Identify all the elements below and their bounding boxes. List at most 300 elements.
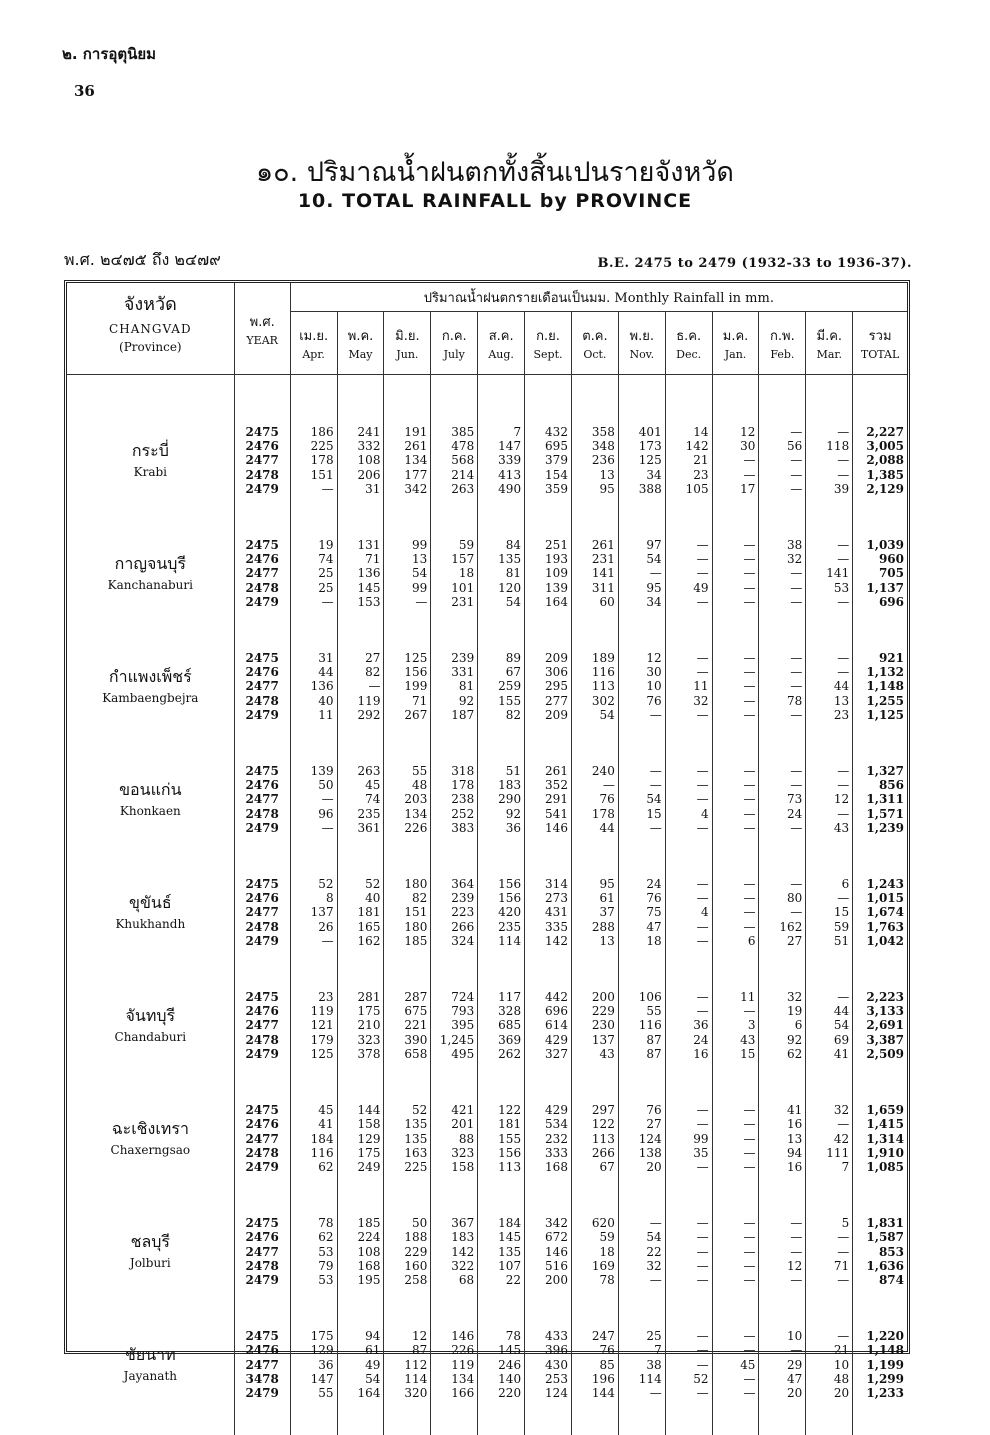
spacer-cell: [759, 1400, 806, 1435]
spacer-cell: [384, 496, 431, 538]
rainfall-cell: 235: [337, 807, 384, 821]
year-cell: 2477: [234, 1132, 290, 1146]
rainfall-cell: 96: [290, 807, 337, 821]
rainfall-cell: 5: [806, 1216, 853, 1230]
rainfall-cell: 92: [759, 1033, 806, 1047]
month-header-english: May: [338, 348, 384, 361]
rainfall-cell: 258: [384, 1273, 431, 1287]
rainfall-cell: 71: [806, 1259, 853, 1273]
table-header: [67, 283, 907, 375]
spacer-cell: [665, 722, 712, 764]
spacer-cell: [431, 1061, 478, 1103]
rainfall-cell: 50: [384, 1216, 431, 1230]
rainfall-cell: 134: [431, 1372, 478, 1386]
rainfall-cell: —: [712, 1386, 759, 1400]
rainfall-cell: 54: [571, 708, 618, 722]
rainfall-cell: 54: [618, 792, 665, 806]
rainfall-cell: —: [665, 552, 712, 566]
rainfall-cell: 431: [525, 905, 572, 919]
rainfall-cell: —: [712, 665, 759, 679]
spacer-cell: [234, 835, 290, 877]
rainfall-cell: 76: [618, 694, 665, 708]
rainfall-cell: 41: [806, 1047, 853, 1061]
rainfall-cell: 101: [431, 581, 478, 595]
rainfall-cell: —: [712, 920, 759, 934]
rainfall-cell: 13: [759, 1132, 806, 1146]
province-name-english: Krabi: [67, 462, 234, 482]
month-header-thai: ก.ย.: [525, 325, 571, 346]
rainfall-cell: 322: [431, 1259, 478, 1273]
spacer-cell: [234, 1174, 290, 1216]
rainfall-cell: 135: [384, 1132, 431, 1146]
rainfall-cell: 146: [525, 1245, 572, 1259]
spacer-cell: [759, 722, 806, 764]
spacer-cell: [806, 1400, 853, 1435]
rainfall-cell: 53: [290, 1245, 337, 1259]
rainfall-cell: 180: [384, 877, 431, 891]
month-header-thai: ก.ค.: [431, 325, 477, 346]
rainfall-cell: —: [806, 1273, 853, 1287]
rainfall-cell: 147: [290, 1372, 337, 1386]
year-cell: 2476: [234, 1117, 290, 1131]
province-name-thai: ชัยนาท: [67, 1344, 234, 1366]
rainfall-cell: —: [665, 821, 712, 835]
rainfall-cell: 82: [384, 891, 431, 905]
table-row: [67, 764, 907, 778]
rainfall-cell: 323: [431, 1146, 478, 1160]
rainfall-cell: 433: [525, 1329, 572, 1343]
rainfall-cell: —: [665, 1386, 712, 1400]
rainfall-cell: —: [806, 1329, 853, 1343]
rainfall-cell: 297: [571, 1103, 618, 1117]
rainfall-table: [67, 283, 907, 1435]
rainfall-cell: 209: [525, 708, 572, 722]
rainfall-cell: 19: [290, 538, 337, 552]
province-cell: [67, 1329, 234, 1400]
year-cell: 2479: [234, 1273, 290, 1287]
rainfall-cell: —: [759, 595, 806, 609]
rainfall-cell: 20: [759, 1386, 806, 1400]
rainfall-cell: —: [759, 665, 806, 679]
rainfall-cell: 199: [384, 679, 431, 693]
spacer-cell: [384, 375, 431, 426]
spacer-cell: [759, 1174, 806, 1216]
year-cell: 2475: [234, 877, 290, 891]
month-header-english: Jun.: [384, 348, 430, 361]
rainfall-cell: —: [665, 1245, 712, 1259]
rainfall-cell: 125: [384, 651, 431, 665]
rainfall-cell: 396: [525, 1343, 572, 1357]
rainfall-cell: 23: [806, 708, 853, 722]
rainfall-cell: 184: [478, 1216, 525, 1230]
spacer-cell: [525, 1287, 572, 1329]
rainfall-cell: —: [759, 482, 806, 496]
year-cell: 2479: [234, 1160, 290, 1174]
rainfall-cell: 235: [478, 920, 525, 934]
rainfall-cell: —: [712, 453, 759, 467]
rainfall-cell: 327: [525, 1047, 572, 1061]
rainfall-cell: 335: [525, 920, 572, 934]
year-cell: 2475: [234, 651, 290, 665]
rainfall-cell: 79: [290, 1259, 337, 1273]
year-cell: 2477: [234, 566, 290, 580]
rainfall-cell: 793: [431, 1004, 478, 1018]
rainfall-cell: 413: [478, 468, 525, 482]
year-cell: 2479: [234, 1047, 290, 1061]
total-cell: 1,299: [853, 1372, 907, 1386]
rainfall-cell: 12: [712, 425, 759, 439]
rainfall-cell: —: [665, 1004, 712, 1018]
rainfall-cell: 10: [806, 1358, 853, 1372]
rainfall-cell: 18: [618, 934, 665, 948]
rainfall-cell: 76: [618, 891, 665, 905]
spacer-cell: [618, 375, 665, 426]
spacer-cell: [337, 835, 384, 877]
rainfall-cell: 151: [384, 905, 431, 919]
rainfall-cell: 129: [290, 1343, 337, 1357]
rainfall-cell: —: [712, 708, 759, 722]
rainfall-cell: —: [571, 778, 618, 792]
rainfall-cell: —: [759, 1245, 806, 1259]
table-row: [67, 1329, 907, 1343]
spacer-cell: [525, 1061, 572, 1103]
rainfall-cell: 6: [806, 877, 853, 891]
rainfall-cell: 113: [571, 1132, 618, 1146]
rainfall-cell: 252: [431, 807, 478, 821]
rainfall-cell: 82: [478, 708, 525, 722]
spacer-cell: [525, 1400, 572, 1435]
province-name-thai: ชลบุรี: [67, 1231, 234, 1253]
rainfall-cell: 75: [618, 905, 665, 919]
rainfall-cell: —: [806, 807, 853, 821]
rainfall-cell: —: [618, 708, 665, 722]
rainfall-cell: 164: [337, 1386, 384, 1400]
rainfall-cell: 17: [712, 482, 759, 496]
spacer-cell: [384, 835, 431, 877]
month-header-english: Feb.: [759, 348, 805, 361]
month-header-thai: มิ.ย.: [384, 325, 430, 346]
rainfall-cell: —: [759, 1230, 806, 1244]
rainfall-cell: —: [665, 891, 712, 905]
rainfall-cell: 11: [712, 990, 759, 1004]
rainfall-cell: 118: [806, 439, 853, 453]
rainfall-cell: 261: [384, 439, 431, 453]
rainfall-cell: 224: [337, 1230, 384, 1244]
spacer-cell: [290, 496, 337, 538]
year-cell: 2478: [234, 694, 290, 708]
month-column-header: [571, 312, 618, 375]
province-name-thai: ขอนแก่น: [67, 779, 234, 801]
province-name-english: Khonkaen: [67, 801, 234, 821]
rainfall-cell: 695: [525, 439, 572, 453]
rainfall-cell: —: [712, 1146, 759, 1160]
rainfall-cell: 516: [525, 1259, 572, 1273]
rainfall-cell: —: [712, 468, 759, 482]
rainfall-cell: 658: [384, 1047, 431, 1061]
rainfall-cell: 685: [478, 1018, 525, 1032]
year-cell: 2475: [234, 425, 290, 439]
spacer-cell: [712, 722, 759, 764]
rainfall-cell: —: [806, 552, 853, 566]
rainfall-cell: 147: [478, 439, 525, 453]
spacer-cell: [525, 722, 572, 764]
rainfall-cell: 31: [290, 651, 337, 665]
spacer-cell: [618, 948, 665, 990]
page-number: 36: [74, 82, 95, 100]
rainfall-cell: —: [712, 1273, 759, 1287]
rainfall-cell: 139: [290, 764, 337, 778]
rainfall-cell: 59: [806, 920, 853, 934]
month-header-thai: เม.ย.: [291, 325, 337, 346]
rainfall-cell: 12: [618, 651, 665, 665]
rainfall-cell: —: [618, 1273, 665, 1287]
spacer-cell: [67, 1061, 234, 1103]
table-row: [67, 1216, 907, 1230]
rainfall-cell: 76: [618, 1103, 665, 1117]
rainfall-cell: 52: [290, 877, 337, 891]
month-header-thai: รวม: [853, 325, 907, 346]
rainfall-cell: 236: [571, 453, 618, 467]
rainfall-cell: 120: [478, 581, 525, 595]
rainfall-cell: 48: [384, 778, 431, 792]
spacer-cell: [618, 609, 665, 651]
rainfall-cell: 166: [431, 1386, 478, 1400]
rainfall-cell: —: [712, 807, 759, 821]
month-header-english: July: [431, 348, 477, 361]
province-name-thai: กระบี่: [67, 440, 234, 462]
rainfall-cell: 40: [337, 891, 384, 905]
spacer-cell: [853, 1400, 907, 1435]
spacer-cell: [478, 722, 525, 764]
spacer-cell: [618, 496, 665, 538]
rainfall-cell: 332: [337, 439, 384, 453]
rainfall-cell: 78: [290, 1216, 337, 1230]
rainfall-cell: —: [712, 905, 759, 919]
rainfall-cell: 20: [806, 1386, 853, 1400]
rainfall-cell: —: [712, 1372, 759, 1386]
rainfall-cell: 281: [337, 990, 384, 1004]
rainfall-cell: 220: [478, 1386, 525, 1400]
rainfall-cell: 25: [618, 1329, 665, 1343]
rainfall-cell: 251: [525, 538, 572, 552]
rainfall-cell: 54: [478, 595, 525, 609]
rainfall-cell: 92: [478, 807, 525, 821]
rainfall-cell: 175: [337, 1146, 384, 1160]
rainfall-cell: —: [712, 566, 759, 580]
table-body: [67, 375, 907, 1435]
rainfall-cell: —: [712, 1132, 759, 1146]
rainfall-cell: 38: [759, 538, 806, 552]
rainfall-cell: 10: [618, 679, 665, 693]
rainfall-cell: 156: [478, 1146, 525, 1160]
total-cell: 1,239: [853, 821, 907, 835]
rainfall-cell: —: [712, 1103, 759, 1117]
rainfall-cell: 12: [759, 1259, 806, 1273]
rainfall-cell: 54: [618, 552, 665, 566]
rainfall-cell: 4: [665, 807, 712, 821]
rainfall-cell: 16: [759, 1160, 806, 1174]
rainfall-cell: 23: [290, 990, 337, 1004]
rainfall-cell: 52: [384, 1103, 431, 1117]
rainfall-cell: 85: [571, 1358, 618, 1372]
rainfall-cell: —: [665, 920, 712, 934]
rainfall-cell: —: [712, 764, 759, 778]
total-cell: 3,005: [853, 439, 907, 453]
table-row: [67, 651, 907, 665]
rainfall-cell: 31: [337, 482, 384, 496]
year-cell: 2477: [234, 1358, 290, 1372]
rainfall-cell: 369: [478, 1033, 525, 1047]
rainfall-cell: 89: [478, 651, 525, 665]
year-cell: 2479: [234, 482, 290, 496]
month-column-header: [525, 312, 572, 375]
rainfall-cell: 22: [478, 1273, 525, 1287]
rainfall-cell: 78: [759, 694, 806, 708]
rainfall-cell: 122: [571, 1117, 618, 1131]
rainfall-cell: 675: [384, 1004, 431, 1018]
rainfall-cell: —: [712, 1160, 759, 1174]
year-cell: 2478: [234, 581, 290, 595]
rainfall-cell: 178: [431, 778, 478, 792]
rainfall-cell: 168: [525, 1160, 572, 1174]
total-cell: 2,223: [853, 990, 907, 1004]
rainfall-cell: 71: [384, 694, 431, 708]
rainfall-cell: 156: [478, 877, 525, 891]
year-range-english: B.E. 2475 to 2479 (1932-33 to 1936-37).: [598, 256, 912, 271]
group-spacer: [67, 722, 907, 764]
total-cell: 1,831: [853, 1216, 907, 1230]
group-spacer: [67, 496, 907, 538]
total-cell: 1,636: [853, 1259, 907, 1273]
total-cell: 1,243: [853, 877, 907, 891]
year-cell: 2477: [234, 905, 290, 919]
total-cell: 1,233: [853, 1386, 907, 1400]
rainfall-cell: 134: [384, 453, 431, 467]
rainfall-cell: —: [712, 891, 759, 905]
rainfall-cell: —: [290, 821, 337, 835]
rainfall-cell: 134: [384, 807, 431, 821]
rainfall-cell: 145: [337, 581, 384, 595]
rainfall-cell: 137: [571, 1033, 618, 1047]
rainfall-cell: 420: [478, 905, 525, 919]
month-column-header: [290, 312, 337, 375]
province-name-english: Chaxerngsao: [67, 1140, 234, 1160]
rainfall-cell: 61: [337, 1343, 384, 1357]
rainfall-cell: 22: [618, 1245, 665, 1259]
rainfall-cell: 183: [478, 778, 525, 792]
province-name-thai: ขุขันธ์: [67, 892, 234, 914]
rainfall-cell: 142: [431, 1245, 478, 1259]
rainfall-cell: 221: [384, 1018, 431, 1032]
spacer-cell: [759, 609, 806, 651]
rainfall-cell: —: [665, 1103, 712, 1117]
rainfall-cell: 157: [431, 552, 478, 566]
rainfall-cell: 432: [525, 425, 572, 439]
rainfall-cell: 153: [337, 595, 384, 609]
month-column-header: [618, 312, 665, 375]
spacer-cell: [571, 375, 618, 426]
rainfall-cell: 25: [290, 581, 337, 595]
rainfall-cell: —: [759, 708, 806, 722]
rainfall-cell: 442: [525, 990, 572, 1004]
total-cell: 1,039: [853, 538, 907, 552]
rainfall-cell: 378: [337, 1047, 384, 1061]
total-cell: 705: [853, 566, 907, 580]
rainfall-cell: 169: [571, 1259, 618, 1273]
rainfall-cell: —: [759, 651, 806, 665]
rainfall-cell: —: [665, 792, 712, 806]
rainfall-cell: 69: [806, 1033, 853, 1047]
rainfall-cell: 73: [759, 792, 806, 806]
spacer-cell: [806, 722, 853, 764]
year-cell: 2477: [234, 1018, 290, 1032]
rainfall-cell: 383: [431, 821, 478, 835]
year-cell: 2476: [234, 552, 290, 566]
rainfall-cell: —: [806, 425, 853, 439]
total-cell: 3,133: [853, 1004, 907, 1018]
rainfall-cell: 395: [431, 1018, 478, 1032]
total-cell: 2,129: [853, 482, 907, 496]
rainfall-cell: 145: [478, 1343, 525, 1357]
rainfall-cell: 135: [478, 552, 525, 566]
rainfall-cell: —: [759, 764, 806, 778]
rainfall-cell: 263: [431, 482, 478, 496]
rainfall-cell: 61: [571, 891, 618, 905]
rainfall-cell: 36: [290, 1358, 337, 1372]
month-column-header: [478, 312, 525, 375]
rainfall-cell: 87: [618, 1033, 665, 1047]
rainfall-cell: 430: [525, 1358, 572, 1372]
rainfall-cell: 135: [384, 1117, 431, 1131]
rainfall-cell: —: [712, 877, 759, 891]
rainfall-cell: 291: [525, 792, 572, 806]
rainfall-cell: 125: [290, 1047, 337, 1061]
spacer-cell: [234, 496, 290, 538]
rainfall-cell: 11: [665, 679, 712, 693]
rainfall-cell: 38: [618, 1358, 665, 1372]
total-cell: 856: [853, 778, 907, 792]
rainfall-cell: —: [618, 1386, 665, 1400]
rainfall-cell: 54: [806, 1018, 853, 1032]
rainfall-cell: 24: [618, 877, 665, 891]
rainfall-cell: 429: [525, 1033, 572, 1047]
rainfall-cell: 51: [806, 934, 853, 948]
rainfall-cell: —: [665, 1160, 712, 1174]
rainfall-cell: 478: [431, 439, 478, 453]
rainfall-cell: 175: [290, 1329, 337, 1343]
spacer-cell: [290, 948, 337, 990]
rainfall-cell: 184: [290, 1132, 337, 1146]
rainfall-cell: 80: [759, 891, 806, 905]
spacer-cell: [853, 1287, 907, 1329]
rainfall-cell: —: [712, 1004, 759, 1018]
rainfall-cell: —: [806, 1245, 853, 1259]
rainfall-cell: 131: [337, 538, 384, 552]
total-cell: 1,042: [853, 934, 907, 948]
rainfall-cell: 81: [431, 679, 478, 693]
month-header-english: TOTAL: [853, 348, 907, 361]
spacer-cell: [759, 948, 806, 990]
rainfall-cell: 156: [384, 665, 431, 679]
rainfall-cell: 246: [478, 1358, 525, 1372]
spacer-cell: [525, 609, 572, 651]
rainfall-cell: 19: [759, 1004, 806, 1018]
spacer-cell: [806, 375, 853, 426]
spacer-cell: [853, 375, 907, 426]
province-name-thai: กำแพงเพ็ชร์: [67, 666, 234, 688]
rainfall-cell: 47: [759, 1372, 806, 1386]
rainfall-cell: 129: [337, 1132, 384, 1146]
